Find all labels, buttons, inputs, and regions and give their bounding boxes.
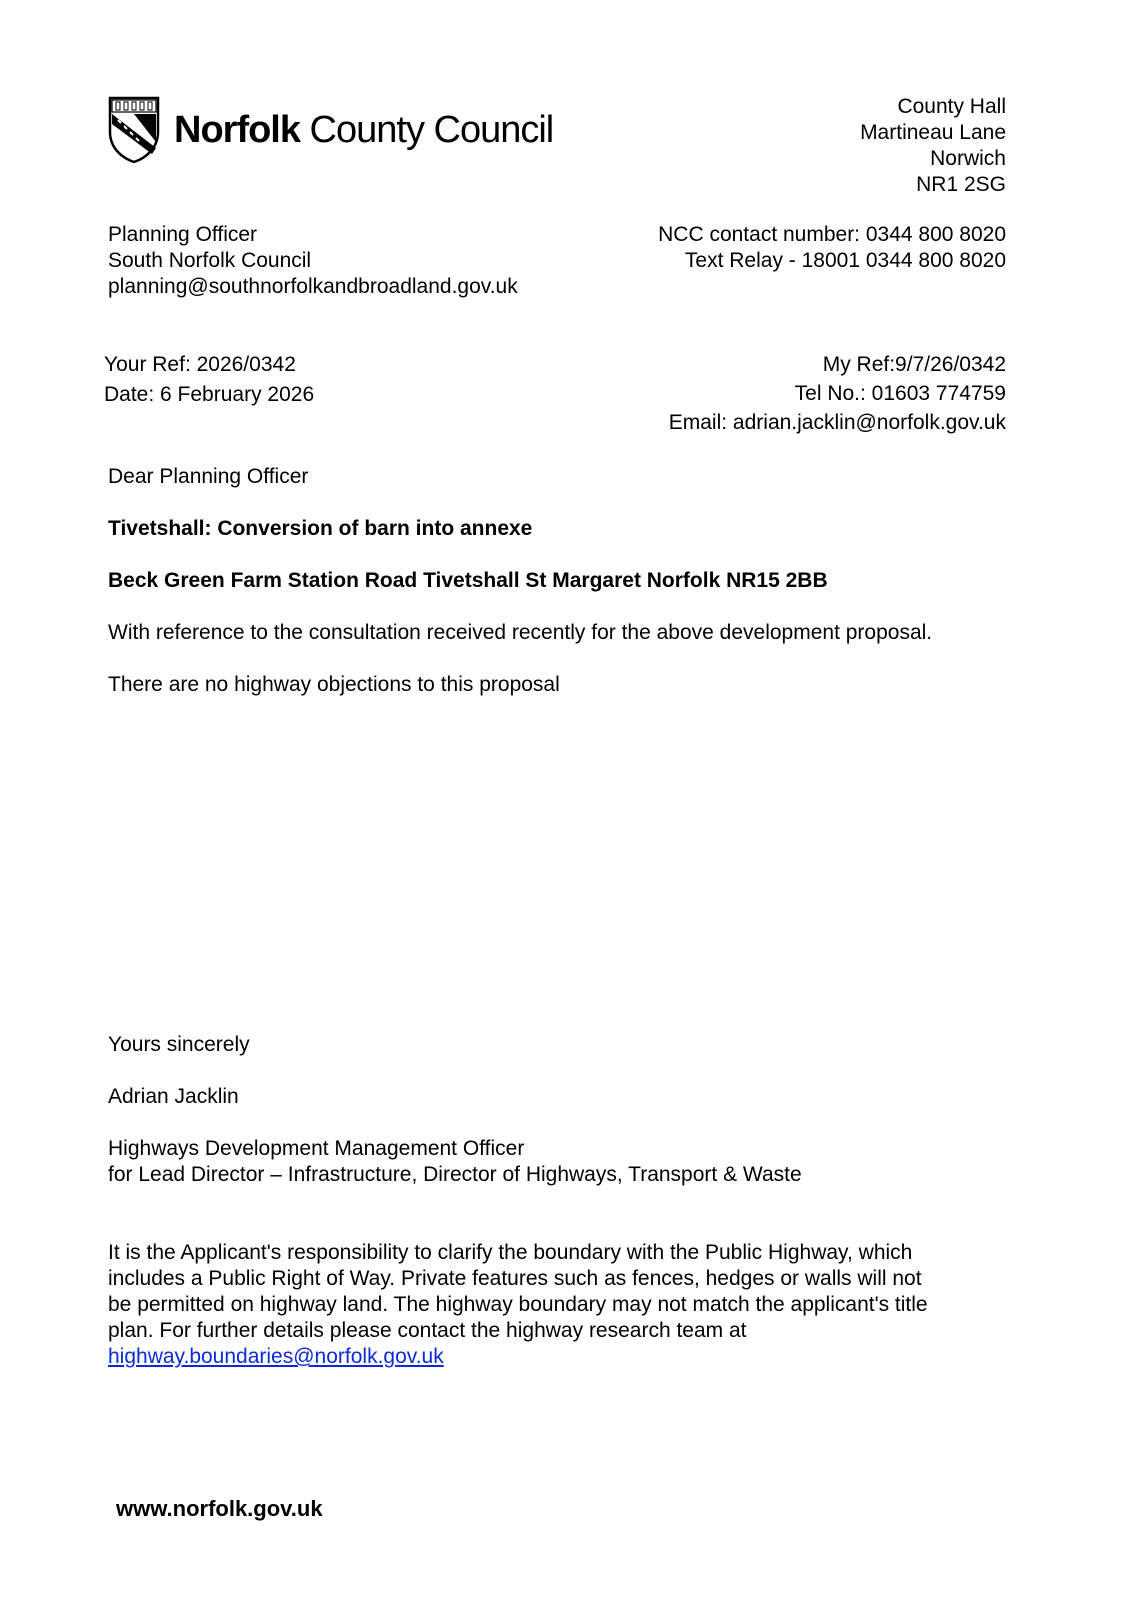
council-address: [860, 94, 1006, 198]
contact-number: NCC contact number: 0344 800 8020: [658, 223, 1006, 246]
closing: Yours sincerely: [108, 1033, 250, 1056]
note-line: plan. For further details please contact the highway research team at: [108, 1319, 747, 1342]
signatory-role: Highways Development Management Officer: [108, 1137, 525, 1160]
address-line: Martineau Lane: [860, 121, 1006, 144]
address-line: Norwich: [930, 147, 1006, 170]
address-line: NR1 2SG: [916, 173, 1006, 196]
note-line: It is the Applicant's responsibility to clarify the boundary with the Public Highway, which: [108, 1241, 913, 1264]
text-relay: Text Relay - 18001 0344 800 8020: [684, 249, 1006, 272]
subject-address: Beck Green Farm Station Road Tivetshall St Margaret Norfolk NR15 2BB: [108, 569, 828, 592]
council-logo: [108, 96, 553, 164]
body-paragraph: With reference to the consultation received recently for the above development proposal.: [108, 621, 933, 644]
shield-crest-icon: [108, 96, 160, 164]
body-paragraph: There are no highway objections to this proposal: [108, 673, 560, 696]
signatory-department: for Lead Director – Infrastructure, Director of Highways, Transport & Waste: [108, 1163, 802, 1186]
note-line: be permitted on highway land. The highway boundary may not match the applicant's title: [108, 1293, 928, 1316]
salutation: Dear Planning Officer: [108, 465, 309, 488]
recipient-line: Planning Officer: [108, 223, 258, 246]
reference-left: [104, 350, 314, 410]
boundary-note: [108, 1240, 928, 1370]
note-line: includes a Public Right of Way. Private features such as fences, hedges or walls will not: [108, 1267, 922, 1290]
footer-website: www.norfolk.gov.uk: [116, 1496, 323, 1521]
council-name: Norfolk County Council: [174, 109, 554, 151]
recipient-email: planning@southnorfolkandbroadland.gov.uk: [108, 275, 518, 298]
signatory-title: [108, 1136, 802, 1188]
signatory-name: Adrian Jacklin: [108, 1085, 239, 1108]
subject-title: Tivetshall: Conversion of barn into annexe: [108, 517, 533, 540]
my-ref: My Ref:9/7/26/0342: [822, 353, 1006, 376]
recipient-block: [108, 222, 518, 300]
officer-email: Email: adrian.jacklin@norfolk.gov.uk: [668, 411, 1006, 434]
boundaries-email-link[interactable]: highway.boundaries@norfolk.gov.uk: [108, 1345, 444, 1368]
contact-block: [658, 222, 1006, 274]
reference-right: [669, 350, 1006, 437]
your-ref: Your Ref: 2026/0342: [104, 353, 296, 376]
tel-number: Tel No.: 01603 774759: [794, 382, 1006, 405]
address-line: County Hall: [897, 95, 1006, 118]
letter-date: Date: 6 February 2026: [104, 383, 315, 406]
recipient-line: South Norfolk Council: [108, 249, 312, 272]
